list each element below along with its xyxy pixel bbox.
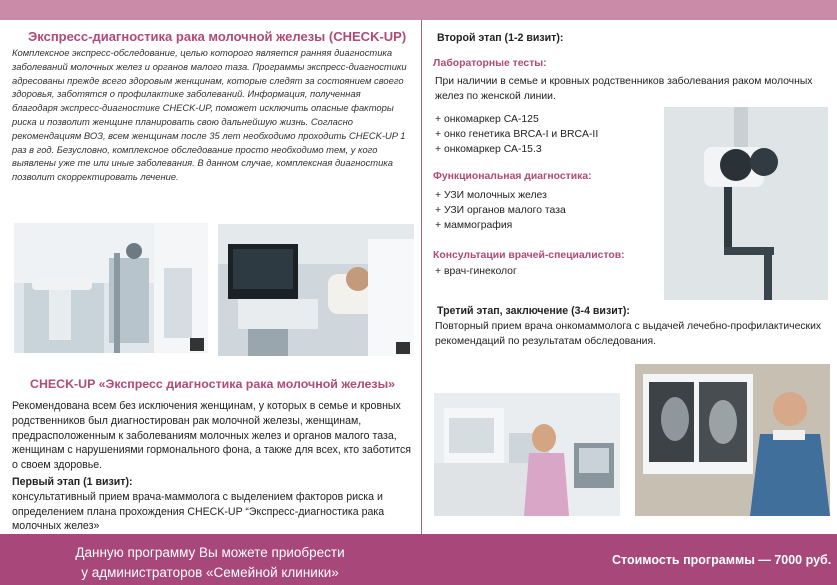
functional-diagnostics-title: Функциональная диагностика:	[433, 171, 592, 182]
right-column	[422, 20, 837, 534]
gynecology-room-photo	[14, 223, 208, 353]
left-column	[0, 20, 421, 534]
stage-1-title: Первый этап (1 визит):	[12, 476, 133, 488]
lab-tests-list	[435, 112, 598, 157]
intro-text: Комплексное экспресс-обследование, целью которого является ранняя диагностика заболеваний молочных желез и органов малого таза. Программы экспресс-диагностики адресованы прежде всего здоровым женщинам, которые следят за состоянием своего здоровья, заботятся о профилактике заболеваний. Информация, полученная благодаря экспресс-диагностике CHECK-UP, поможет исключить опасные факторы риска и позволит женщине планировать свою дальнейшую жизнь. Согласно рекомендациям ВОЗ, всем женщинам после 35 лет необходимо проходить CHECK-UP 1 раз в год. Безусловно, комплексное обследование просто необходимо тем, у кого выявлены уже те или иные заболевания. В данном случае, комплексная диагностика позволит скорректировать лечение.	[12, 47, 407, 183]
purchase-line-1: Данную программу Вы можете приобрести	[75, 545, 345, 560]
top-bar	[0, 0, 837, 20]
page-title: Экспресс-диагностика рака молочной железы (CHECK-UP)	[28, 29, 407, 44]
stage-3-title: Третий этап, заключение (3-4 визит):	[437, 305, 630, 317]
consultations-list	[435, 264, 517, 279]
list-item: + УЗИ органов малого таза	[435, 205, 566, 216]
list-item: + маммография	[435, 220, 513, 231]
lab-tests-title: Лабораторные тесты:	[433, 58, 547, 69]
colposcope-photo	[664, 107, 828, 300]
stage-1	[12, 475, 417, 534]
consultations-title: Консультации врачей-специалистов:	[433, 250, 625, 261]
stage-3-text: Повторный прием врача онкомаммолога с выдачей лечебно-профилактических рекомендаций по результатам обследования.	[435, 321, 822, 347]
mammologist-photo	[635, 364, 830, 516]
ultrasound-room-photo	[218, 224, 414, 356]
program-price: Стоимость программы — 7000 руб.	[612, 553, 832, 567]
functional-diagnostics-list	[435, 188, 566, 233]
laboratory-photo	[434, 393, 620, 516]
recommendation-text: Рекомендована всем без исключения женщинам, у которых в семье и кровных родственников был диагностирован рак молочной железы, женщинам, предрасположенным к заболеваниям молочных желез и органов малого таза, женщинам с нарушениями гормонального фона, а также для всех, кто заботится о своем здоровье.	[12, 400, 412, 472]
purchase-info	[60, 543, 360, 583]
stage-1-text: консультативный прием врача-маммолога с выделением факторов риска и определением плана прохождения CHECK-UP “Экспресс-диагностика рака молочных желез»	[12, 490, 385, 533]
list-item: + УЗИ молочных желез	[435, 190, 547, 201]
stage-2-title: Второй этап (1-2 визит):	[437, 32, 564, 44]
list-item: + онко генетика BRCA-I и BRCA-II	[435, 129, 599, 140]
purchase-line-2: у администраторов «Семейной клиники»	[81, 565, 339, 580]
footer-bar	[0, 534, 837, 585]
section-title: CHECK-UP «Экспресс диагностика рака молочной железы»	[30, 377, 396, 391]
list-item: + врач-гинеколог	[435, 266, 517, 277]
list-item: + онкомаркер СА-15.3	[435, 144, 542, 155]
lab-tests-intro: При наличии в семье и кровных родственников заболевания раком молочных желез по женской линии.	[435, 76, 813, 102]
list-item: + онкомаркер СА-125	[435, 114, 539, 125]
